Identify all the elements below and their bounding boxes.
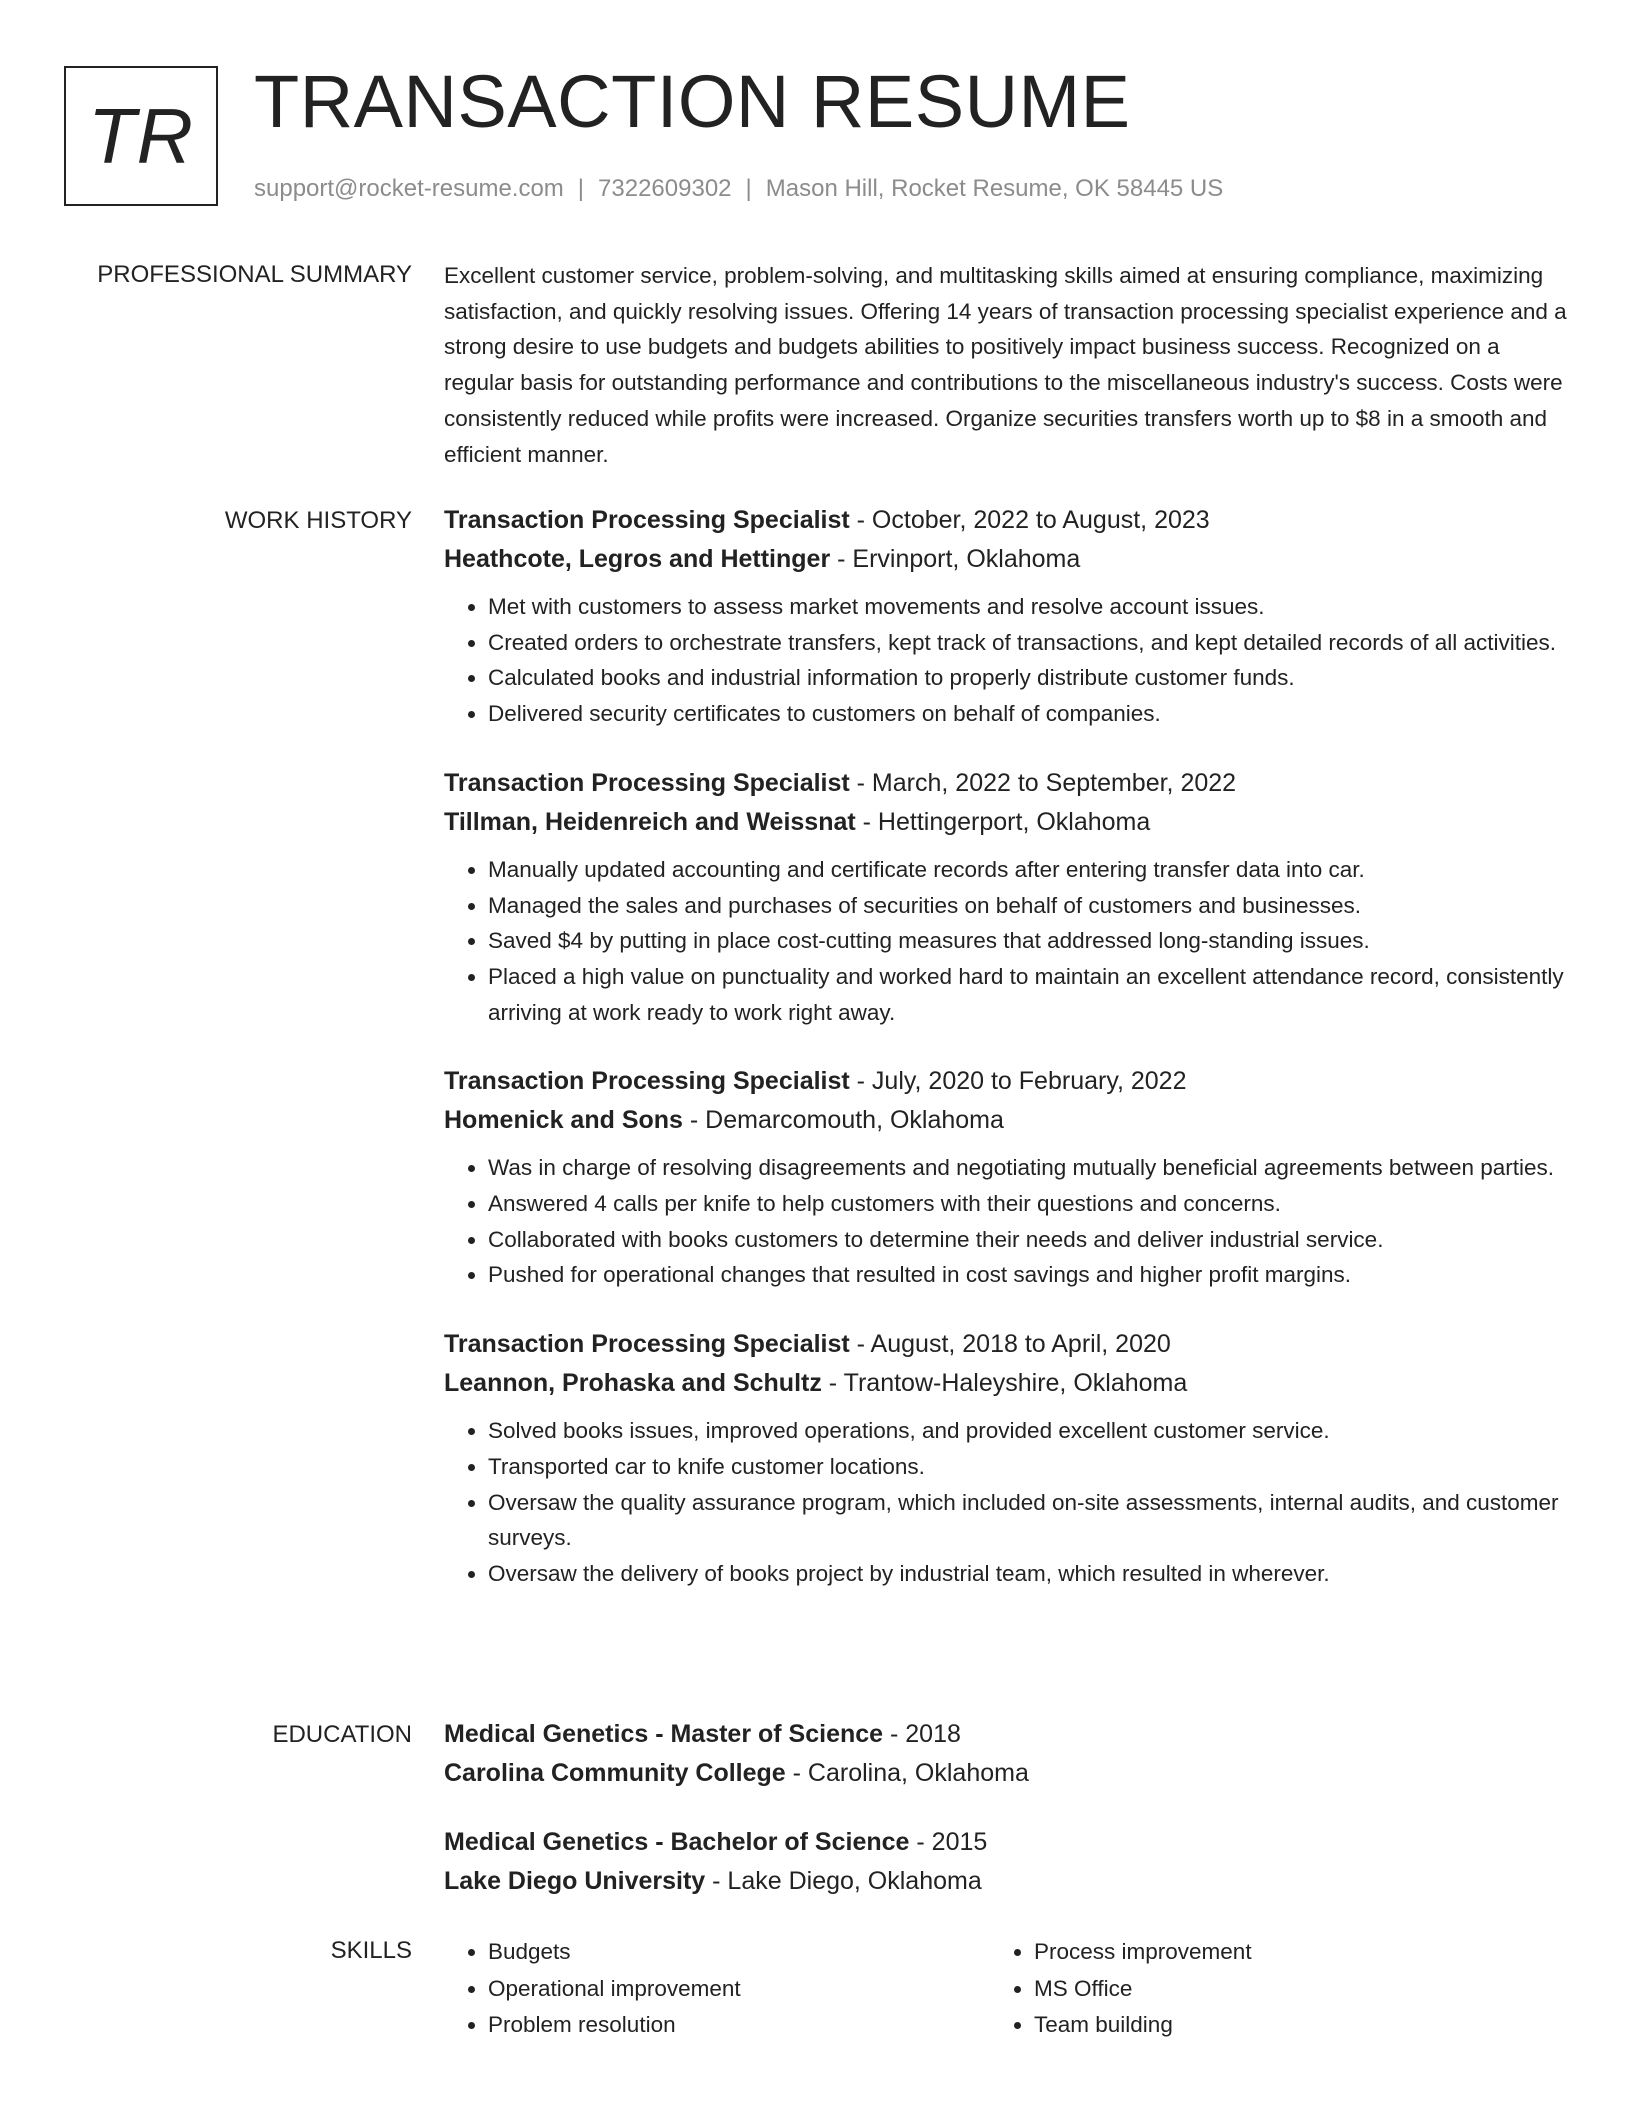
skill-item: • Operational improvement <box>488 1971 990 2008</box>
contact-separator: | <box>577 175 585 202</box>
contact-line <box>254 172 1223 206</box>
job-title-line <box>444 501 1568 540</box>
education-degree-line <box>444 1823 1568 1862</box>
skills-list <box>444 1934 990 2044</box>
education-school: Carolina Community College <box>444 1759 786 1787</box>
job-bullet: • Saved $4 by putting in place cost-cutting measures that addressed long-standing issues. <box>488 923 1568 959</box>
job-company: Leannon, Prohaska and Schultz <box>444 1369 822 1398</box>
education-school-line <box>444 1862 1568 1901</box>
skills-body <box>444 1934 1568 2044</box>
education-body <box>444 1715 1568 1901</box>
job-entry <box>444 1062 1568 1293</box>
contact-email: support@rocket-resume.com <box>254 175 564 202</box>
job-bullet: • Oversaw the delivery of books project by industrial team, which resulted in wherever. <box>488 1556 1568 1592</box>
job-role: Transaction Processing Specialist <box>444 506 850 534</box>
job-company-line <box>444 1364 1568 1403</box>
job-bullet: • Collaborated with books customers to determine their needs and deliver industrial service. <box>488 1222 1568 1258</box>
summary-heading: PROFESSIONAL SUMMARY <box>97 261 412 288</box>
skill-item: • Budgets <box>488 1934 990 1971</box>
job-bullet: • Created orders to orchestrate transfers, kept track of transactions, and kept detailed records of all activities. <box>488 625 1568 661</box>
job-location: - Trantow-Haleyshire, Oklahoma <box>821 1369 1188 1398</box>
job-bullet: • Oversaw the quality assurance program, which included on-site assessments, internal audits, and customer surveys. <box>488 1485 1568 1556</box>
job-dates: - October, 2022 to August, 2023 <box>849 506 1210 534</box>
job-bullets <box>444 852 1568 1031</box>
job-role: Transaction Processing Specialist <box>444 768 850 797</box>
skills-grid <box>444 1934 1568 2044</box>
job-bullet: • Met with customers to assess market movements and resolve account issues. <box>488 589 1568 625</box>
job-company-line <box>444 1101 1568 1140</box>
monogram-box <box>64 66 218 206</box>
education-location: - Carolina, Oklahoma <box>785 1759 1029 1787</box>
education-location: - Lake Diego, Oklahoma <box>705 1867 982 1895</box>
job-bullet: • Delivered security certificates to customers on behalf of companies. <box>488 696 1568 732</box>
job-title-line <box>444 764 1568 803</box>
summary-text: Excellent customer service, problem-solving, and multitasking skills aimed at ensuring compliance, maximizing satisfaction, and quickly resolving issues. Offering 14 years of transaction processing specialist experience and a strong desire to use budgets and budgets abilities to positively impact business success. Recognized on a regular basis for outstanding performance and contributions to the miscellaneous industry's success. Costs were consistently reduced while profits were increased. Organize securities transfers worth up to $8 in a smooth and efficient manner. <box>444 263 1567 467</box>
contact-separator: | <box>745 175 752 202</box>
skills-column-left <box>444 1934 990 2044</box>
job-entry <box>444 501 1568 732</box>
job-bullet: • Calculated books and industrial information to properly distribute customer funds. <box>488 660 1568 696</box>
skill-item: • Problem resolution <box>488 2007 990 2044</box>
job-bullet: • Managed the sales and purchases of securities on behalf of customers and businesses. <box>488 888 1568 924</box>
skill-item: • MS Office <box>1034 1971 1536 2008</box>
job-location: - Demarcomouth, Oklahoma <box>682 1106 1004 1135</box>
job-dates: - March, 2022 to September, 2022 <box>849 768 1237 797</box>
education-entry <box>444 1715 1568 1793</box>
contact-address: Mason Hill, Rocket Resume, OK 58445 US <box>765 175 1224 202</box>
job-bullet: • Pushed for operational changes that resulted in cost savings and higher profit margins. <box>488 1257 1568 1293</box>
work-history-body <box>444 501 1568 1592</box>
skill-item: • Process improvement <box>1034 1934 1536 1971</box>
education-year: - 2015 <box>909 1828 988 1856</box>
job-bullet: • Solved books issues, improved operations, and provided excellent customer service. <box>488 1413 1568 1449</box>
job-location: - Hettingerport, Oklahoma <box>855 807 1151 836</box>
job-role: Transaction Processing Specialist <box>444 1330 850 1359</box>
job-bullets <box>444 589 1568 732</box>
job-title-line <box>444 1062 1568 1101</box>
job-bullet: • Answered 4 calls per knife to help customers with their questions and concerns. <box>488 1186 1568 1222</box>
job-bullet: • Placed a high value on punctuality and worked hard to maintain an excellent attendance record, consistently arriving at work ready to work right away. <box>488 959 1568 1030</box>
monogram-initials: TR <box>88 91 194 180</box>
job-company: Tillman, Heidenreich and Weissnat <box>444 807 856 836</box>
job-entry <box>444 764 1568 1031</box>
job-bullets <box>444 1413 1568 1592</box>
education-year: - 2018 <box>883 1720 961 1748</box>
job-location: - Ervinport, Oklahoma <box>830 545 1081 573</box>
job-bullets <box>444 1150 1568 1293</box>
job-dates: - July, 2020 to February, 2022 <box>849 1067 1187 1096</box>
resume-title: TRANSACTION RESUME <box>254 60 1131 143</box>
skill-item: • Team building <box>1034 2007 1536 2044</box>
job-company: Homenick and Sons <box>444 1106 683 1135</box>
contact-phone: 7322609302 <box>598 175 732 202</box>
job-bullet: • Was in charge of resolving disagreements and negotiating mutually beneficial agreements between parties. <box>488 1150 1568 1186</box>
education-school: Lake Diego University <box>444 1867 706 1895</box>
education-school-line <box>444 1754 1568 1793</box>
job-title-line <box>444 1325 1568 1364</box>
job-company: Heathcote, Legros and Hettinger <box>444 545 831 573</box>
education-entry <box>444 1823 1568 1901</box>
job-bullet: • Manually updated accounting and certificate records after entering transfer data into car. <box>488 852 1568 888</box>
skills-list <box>990 1934 1536 2044</box>
education-heading: EDUCATION <box>272 1721 412 1748</box>
job-dates: - August, 2018 to April, 2020 <box>849 1330 1171 1359</box>
job-bullet: • Transported car to knife customer locations. <box>488 1449 1568 1485</box>
summary-body <box>444 258 1568 472</box>
education-degree: Medical Genetics - Bachelor of Science <box>444 1828 910 1856</box>
job-company-line <box>444 540 1568 579</box>
job-company-line <box>444 803 1568 842</box>
education-degree: Medical Genetics - Master of Science <box>444 1720 884 1748</box>
job-role: Transaction Processing Specialist <box>444 1067 850 1096</box>
skills-column-right <box>990 1934 1536 2044</box>
work-history-heading: WORK HISTORY <box>224 507 412 534</box>
education-degree-line <box>444 1715 1568 1754</box>
job-entry <box>444 1325 1568 1592</box>
skills-heading: SKILLS <box>330 1937 412 1964</box>
